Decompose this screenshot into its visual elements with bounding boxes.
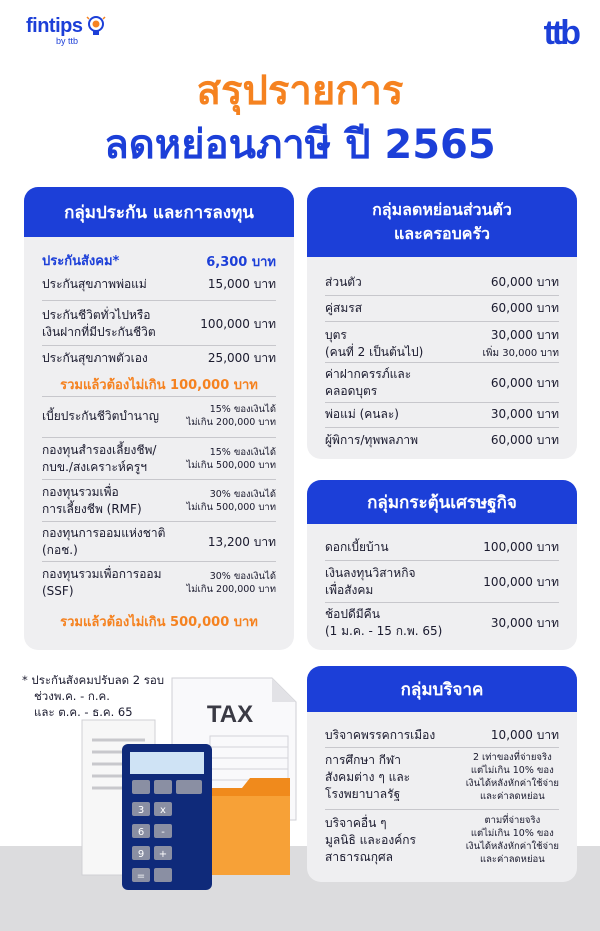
svg-text:+: + <box>158 849 168 860</box>
divider <box>42 479 276 480</box>
donation-card <box>307 666 577 882</box>
list-item: กองทุนสำรองเลี้ยงชีพ/ กบข./สงเคราะห์ครูฯ 15% ของเงินได้ ไม่เกิน 500,000 บาท <box>42 443 276 474</box>
svg-text:TAX: TAX <box>206 701 254 728</box>
list-item: คู่สมรส 60,000 บาท <box>325 301 559 315</box>
list-item: ประกันสุขภาพพ่อแม่ 15,000 บาท <box>42 277 276 291</box>
list-item: บริจาคพรรคการเมือง 10,000 บาท <box>325 728 559 742</box>
list-item: ผู้พิการ/ทุพพลภาพ 60,000 บาท <box>325 433 559 447</box>
list-item: ประกันสุขภาพตัวเอง 25,000 บาท <box>42 351 276 365</box>
svg-text:=: = <box>136 871 146 882</box>
divider <box>325 427 559 428</box>
card-heading: กลุ่มกระตุ้นเศรษฐกิจ <box>307 480 577 524</box>
divider <box>325 321 559 322</box>
divider <box>325 362 559 363</box>
list-item: การศึกษา กีฬา สังคมต่าง ๆ และ โรงพยาบาลรัฐ 2 เท่าของที่จ่ายจริง แต่ไม่เกิน 10% ของ เงินได้หลังหักค่าใช้จ่าย และค่าลดหย่อน <box>325 752 559 802</box>
insurance-investment-card <box>24 187 294 650</box>
folder-icon <box>208 778 290 875</box>
list-item: ค่าฝากครรภ์และ คลอดบุตร 60,000 บาท <box>325 367 559 398</box>
list-item: ประกันชีวิตทั่วไปหรือ เงินฝากที่มีประกันชีวิต 100,000 บาท <box>42 308 276 339</box>
card-heading: กลุ่มบริจาค <box>307 666 577 712</box>
divider <box>42 396 276 397</box>
divider <box>325 402 559 403</box>
list-item: ดอกเบี้ยบ้าน 100,000 บาท <box>325 540 559 554</box>
card-heading: กลุ่มประกัน และการลงทุน <box>24 187 294 237</box>
svg-text:-: - <box>161 827 165 838</box>
list-item: บุตร (คนที่ 2 เป็นต้นไป) 30,000 บาท เพิ่ม 30,000 บาท <box>325 327 559 359</box>
personal-family-card <box>307 187 577 459</box>
fintips-logo: fintips by ttb <box>26 14 107 46</box>
calculator-icon <box>122 744 212 890</box>
list-item: กองทุนการออมแห่งชาติ (กอช.) 13,200 บาท <box>42 526 276 557</box>
divider <box>325 560 559 561</box>
divider <box>325 747 559 748</box>
footnote: * ประกันสังคมปรับลด 2 รอบ ช่วงพ.ค. - ก.ค. และ ต.ค. - ธ.ค. 65 <box>22 673 165 719</box>
divider <box>42 521 276 522</box>
divider <box>42 300 276 301</box>
divider <box>42 345 276 346</box>
lightbulb-icon <box>85 14 107 38</box>
list-item: เบี้ยประกันชีวิตบำนาญ 15% ของเงินได้ ไม่เกิน 200,000 บาท <box>42 404 276 428</box>
page-title-line1: สรุปรายการ <box>196 68 404 114</box>
card-heading: กลุ่มลดหย่อนส่วนตัว และครอบครัว <box>307 187 577 257</box>
list-item: ประกันสังคม* 6,300 บาท <box>42 254 276 270</box>
svg-text:x: x <box>160 805 166 816</box>
list-item: กองทุนรวมเพื่อการออม (SSF) 30% ของเงินได้ ไม่เกิน 200,000 บาท <box>42 567 276 598</box>
divider <box>42 437 276 438</box>
list-item: ช้อปดีมีคืน (1 ม.ค. - 15 ก.พ. 65) 30,000 บาท <box>325 607 559 638</box>
list-item: กองทุนรวมเพื่อ การเลี้ยงชีพ (RMF) 30% ของเงินได้ ไม่เกิน 500,000 บาท <box>42 485 276 516</box>
economy-stimulus-card <box>307 480 577 650</box>
divider <box>325 295 559 296</box>
list-item: พ่อแม่ (คนละ) 30,000 บาท <box>325 407 559 421</box>
divider <box>42 561 276 562</box>
svg-text:6: 6 <box>137 827 145 838</box>
divider <box>325 809 559 810</box>
svg-text:9: 9 <box>137 849 145 860</box>
list-item: บริจาคอื่น ๆ มูลนิธิ และองค์กร สาธารณกุศล ตามที่จ่ายจริง แต่ไม่เกิน 10% ของ เงินได้หลังหักค่าใช้จ่าย และค่าลดหย่อน <box>325 815 559 865</box>
tax-illustration <box>60 670 310 895</box>
total-limit-a: รวมแล้วต้องไม่เกิน 100,000 บาท <box>60 378 258 393</box>
list-item: เงินลงทุนวิสาหกิจ เพื่อสังคม 100,000 บาท <box>325 566 559 597</box>
ttb-logo: ttb <box>543 14 578 52</box>
svg-text:3: 3 <box>137 805 145 816</box>
total-limit-b: รวมแล้วต้องไม่เกิน 500,000 บาท <box>60 615 258 630</box>
page-title-line2: ลดหย่อนภาษี ปี 2565 <box>104 122 496 168</box>
divider <box>325 602 559 603</box>
list-item: ส่วนตัว 60,000 บาท <box>325 275 559 289</box>
